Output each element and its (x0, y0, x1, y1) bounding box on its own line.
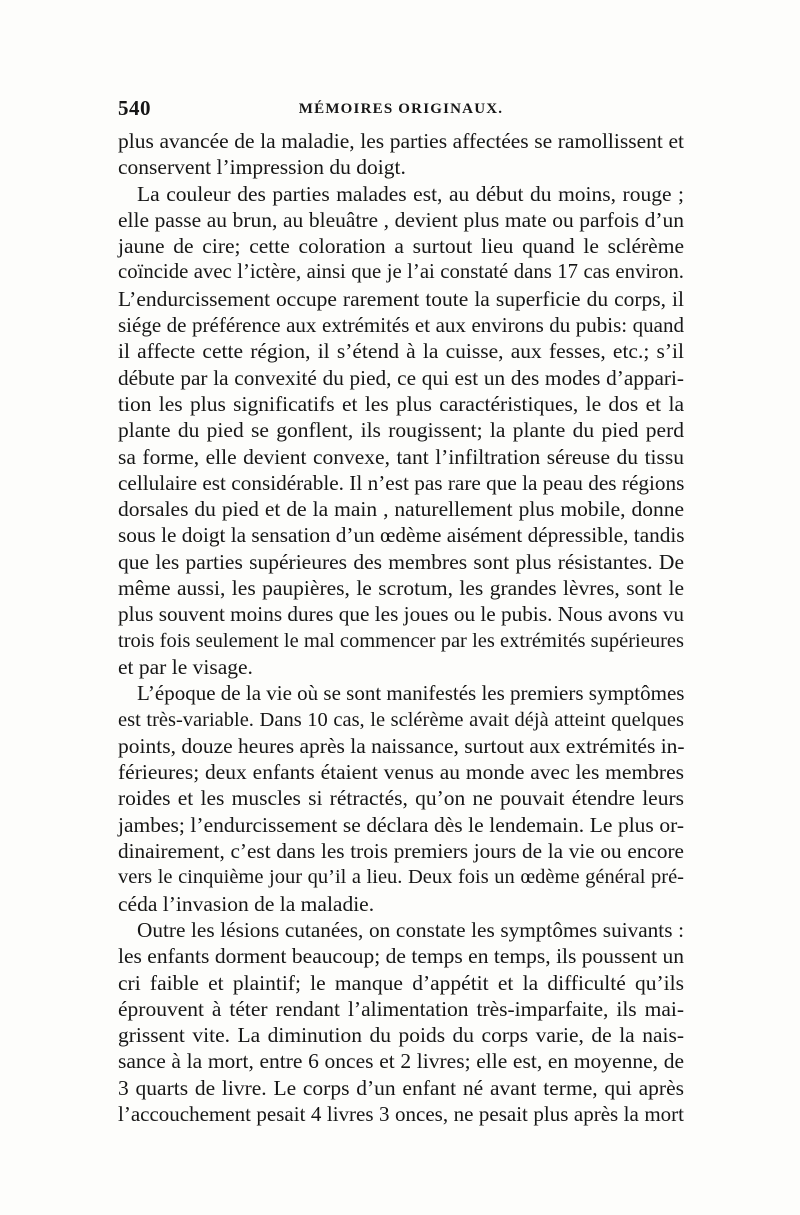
text-line: jambes; l’endurcissement se déclara dès le lendemain. Le plus or- (118, 812, 684, 837)
text-line: que les parties supérieures des membres sont plus résistantes. De (118, 549, 684, 574)
text-line: trois fois seulement le mal commencer par les extrémités supérieures (118, 629, 684, 652)
body-text (118, 128, 684, 1127)
text-line: tion les plus significatifs et les plus caractéristiques, le dos et la (118, 391, 684, 416)
text-line: les enfants dorment beaucoup; de temps en temps, ils poussent un (118, 944, 684, 969)
text-line: plus avancée de la maladie, les parties affectées se ramollissent et (118, 129, 684, 153)
page-number: 540 (118, 96, 151, 120)
text-line: conservent l’impression du doigt. (118, 155, 406, 180)
text-line: cri faible et plaintif; le manque d’appétit et la difficulté qu’ils (118, 970, 684, 995)
text-line: Outre les lésions cutanées, on constate les symptômes suivants : (137, 917, 684, 942)
text-line: La couleur des parties malades est, au début du moins, rouge ; (137, 181, 684, 206)
text-line: férieures; deux enfants étaient venus au monde avec les membres (118, 760, 684, 785)
text-line: éprouvent à téter rendant l’alimentation très-imparfaite, ils mai- (118, 996, 684, 1021)
text-line: et par le visage. (118, 654, 253, 679)
text-line: débute par la convexité du pied, ce qui est un des modes d’appari- (118, 365, 684, 390)
text-line: coïncide avec l’ictère, ainsi que je l’ai constaté dans 17 cas environ. (118, 261, 684, 284)
text-line: siége de préférence aux extrémités et aux environs du pubis: quand (118, 313, 684, 338)
text-line: sance à la mort, entre 6 onces et 2 livres; elle est, en moyenne, de (118, 1049, 684, 1074)
text-line: points, douze heures après la naissance, surtout aux extrémités in- (118, 733, 685, 758)
text-line: sa forme, elle devient convexe, tant l’infiltration séreuse du tissu (118, 444, 684, 469)
text-line: même aussi, les paupières, le scrotum, les grandes lèvres, sont le (118, 576, 684, 601)
text-line: l’accouchement pesait 4 livres 3 onces, ne pesait plus après la mort (118, 1101, 684, 1126)
text-line: 3 quarts de livre. Le corps d’un enfant né avant terme, qui après (118, 1075, 684, 1100)
text-line: plus souvent moins dures que les joues ou le pubis. Nous avons vu (118, 602, 685, 627)
running-title: MÉMOIRES ORIGINAUX. (298, 101, 504, 117)
text-line: roides et les muscles si rétractés, qu’on ne pouvait étendre leurs (118, 786, 684, 811)
page-header (118, 96, 684, 126)
text-line: grissent vite. La diminution du poids du corps varie, de la nais- (118, 1023, 684, 1048)
text-line: plante du pied se gonflent, ils rougissent; la plante du pied perd (118, 418, 684, 443)
text-line: cellulaire est considérable. Il n’est pas rare que la peau des régions (118, 470, 685, 495)
text-line: il affecte cette région, il s’étend à la cuisse, aux fesses, etc.; s’il (118, 339, 684, 364)
text-line: dorsales du pied et de la main , naturellement plus mobile, donne (118, 497, 684, 522)
text-line: jaune de cire; cette coloration a surtout lieu quand le sclérème (118, 234, 684, 259)
text-line: est très-variable. Dans 10 cas, le sclérème avait déjà atteint quelques (118, 708, 684, 731)
text-line: vers le cinquième jour qu’il a lieu. Deux fois un œdème général pré- (118, 866, 684, 889)
text-line: elle passe au brun, au bleuâtre , devient plus mate ou parfois d’un (118, 207, 684, 232)
text-line: L’endurcissement occupe rarement toute la superficie du corps, il (118, 286, 684, 311)
text-line: sous le doigt la sensation d’un œdème aisément dépressible, tandis (118, 523, 685, 548)
text-line: L’époque de la vie où se sont manifestés les premiers symptômes (137, 681, 685, 706)
text-line: dinairement, c’est dans les trois premiers jours de la vie ou encore (118, 839, 684, 864)
text-line: céda l’invasion de la maladie. (118, 891, 375, 916)
